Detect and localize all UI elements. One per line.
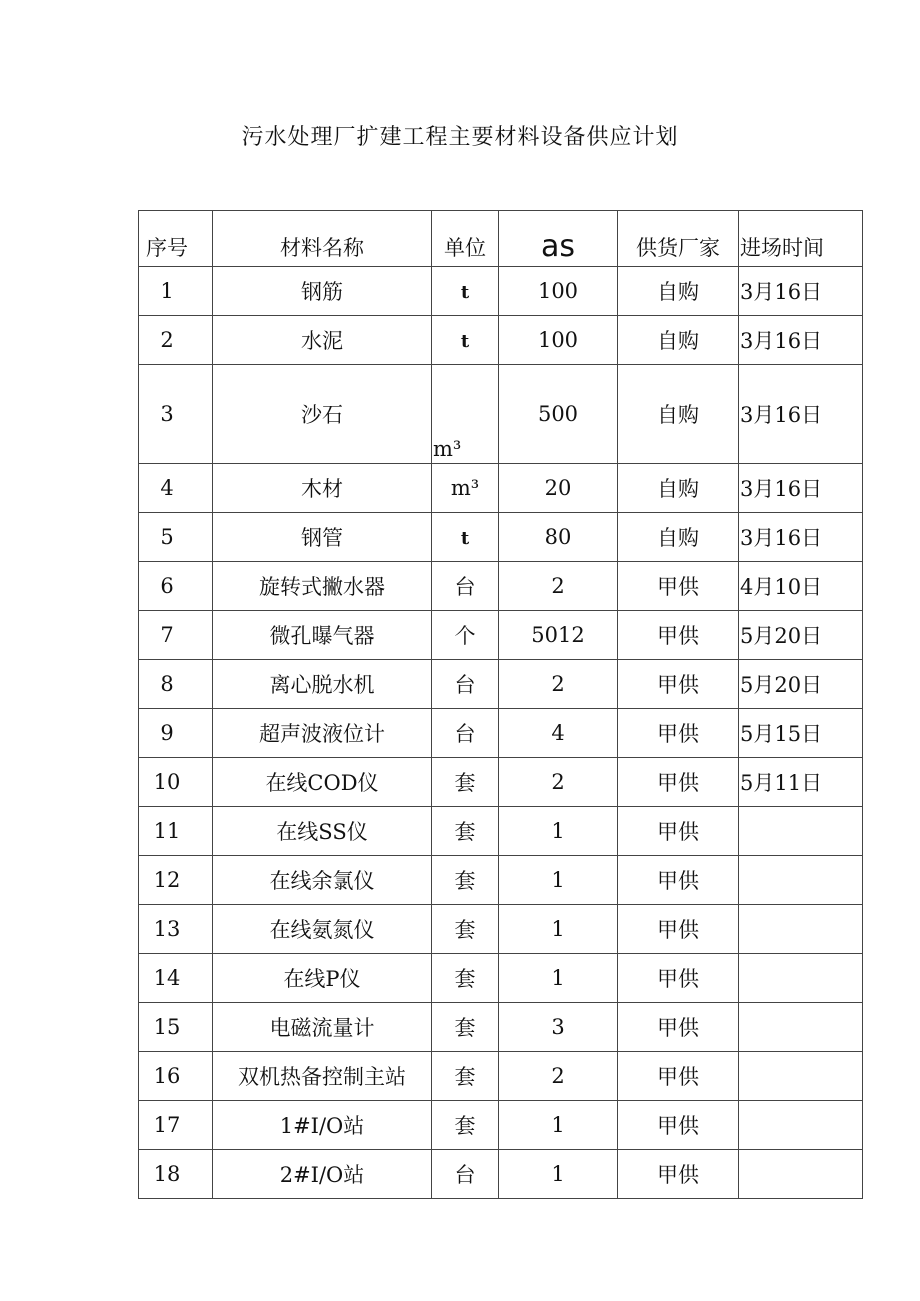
- cell-supplier: 自购: [618, 464, 739, 513]
- cell-seq: 3: [139, 365, 213, 464]
- cell-name: 离心脱水机: [213, 660, 432, 709]
- cell-unit: 台: [432, 660, 499, 709]
- cell-name: 在线氨氮仪: [213, 905, 432, 954]
- cell-unit: t: [432, 316, 499, 365]
- cell-quantity: 1: [499, 954, 618, 1003]
- cell-seq: 16: [139, 1052, 213, 1101]
- cell-quantity: 1: [499, 856, 618, 905]
- cell-supplier: 甲供: [618, 709, 739, 758]
- cell-seq: 10: [139, 758, 213, 807]
- cell-quantity: 80: [499, 513, 618, 562]
- cell-supplier: 甲供: [618, 1052, 739, 1101]
- cell-arrival: 3月16日: [739, 365, 863, 464]
- cell-unit: 套: [432, 758, 499, 807]
- cell-quantity: 20: [499, 464, 618, 513]
- cell-unit: t: [432, 513, 499, 562]
- cell-arrival: [739, 1101, 863, 1150]
- table-row: [139, 513, 863, 562]
- table-row: [139, 807, 863, 856]
- cell-seq: 5: [139, 513, 213, 562]
- cell-arrival: 5月20日: [739, 611, 863, 660]
- table-row: [139, 267, 863, 316]
- cell-arrival: [739, 1052, 863, 1101]
- cell-unit: 套: [432, 856, 499, 905]
- cell-unit: 套: [432, 1003, 499, 1052]
- cell-name: 钢筋: [213, 267, 432, 316]
- cell-quantity: 2: [499, 660, 618, 709]
- table-row: [139, 1052, 863, 1101]
- cell-quantity: 500: [499, 365, 618, 464]
- cell-quantity: 100: [499, 267, 618, 316]
- cell-unit: 套: [432, 1101, 499, 1150]
- table-row: [139, 1003, 863, 1052]
- document-title: 污水处理厂扩建工程主要材料设备供应计划: [241, 125, 679, 150]
- cell-supplier: 甲供: [618, 807, 739, 856]
- table-row: [139, 758, 863, 807]
- table-row: [139, 562, 863, 611]
- cell-seq: 6: [139, 562, 213, 611]
- cell-seq: 13: [139, 905, 213, 954]
- header-supplier: 供货厂家: [618, 211, 739, 267]
- cell-seq: 2: [139, 316, 213, 365]
- table-row: [139, 1150, 863, 1199]
- cell-name: 沙石: [213, 365, 432, 464]
- header-name: 材料名称: [213, 211, 432, 267]
- table-row: [139, 316, 863, 365]
- cell-quantity: 5012: [499, 611, 618, 660]
- cell-supplier: 甲供: [618, 1003, 739, 1052]
- table-row: [139, 660, 863, 709]
- cell-quantity: 2: [499, 1052, 618, 1101]
- cell-arrival: [739, 807, 863, 856]
- cell-seq: 4: [139, 464, 213, 513]
- supply-plan-table: [138, 210, 863, 1199]
- cell-quantity: 4: [499, 709, 618, 758]
- cell-name: 在线P仪: [213, 954, 432, 1003]
- cell-unit: 套: [432, 954, 499, 1003]
- cell-seq: 17: [139, 1101, 213, 1150]
- cell-supplier: 甲供: [618, 856, 739, 905]
- cell-seq: 18: [139, 1150, 213, 1199]
- cell-arrival: [739, 905, 863, 954]
- cell-unit: 个: [432, 611, 499, 660]
- cell-arrival: 3月16日: [739, 267, 863, 316]
- cell-supplier: 甲供: [618, 562, 739, 611]
- cell-supplier: 甲供: [618, 1150, 739, 1199]
- cell-supplier: 自购: [618, 513, 739, 562]
- cell-arrival: 3月16日: [739, 513, 863, 562]
- cell-supplier: 甲供: [618, 660, 739, 709]
- cell-seq: 9: [139, 709, 213, 758]
- header-quantity: as: [499, 211, 618, 267]
- cell-arrival: 5月11日: [739, 758, 863, 807]
- cell-seq: 15: [139, 1003, 213, 1052]
- table-row: [139, 856, 863, 905]
- cell-quantity: 1: [499, 1101, 618, 1150]
- table-row: [139, 954, 863, 1003]
- cell-name: 钢管: [213, 513, 432, 562]
- cell-unit: 套: [432, 807, 499, 856]
- cell-arrival: 5月15日: [739, 709, 863, 758]
- cell-name: 在线SS仪: [213, 807, 432, 856]
- cell-name: 双机热备控制主站: [213, 1052, 432, 1101]
- cell-supplier: 甲供: [618, 954, 739, 1003]
- cell-name: 在线余氯仪: [213, 856, 432, 905]
- cell-name: 在线COD仪: [213, 758, 432, 807]
- cell-arrival: 5月20日: [739, 660, 863, 709]
- cell-arrival: 3月16日: [739, 316, 863, 365]
- cell-unit: m³: [432, 365, 499, 464]
- cell-name: 木材: [213, 464, 432, 513]
- cell-quantity: 1: [499, 905, 618, 954]
- table-row: [139, 1101, 863, 1150]
- cell-arrival: 4月10日: [739, 562, 863, 611]
- cell-supplier: 甲供: [618, 758, 739, 807]
- cell-name: 水泥: [213, 316, 432, 365]
- cell-quantity: 1: [499, 1150, 618, 1199]
- cell-supplier: 自购: [618, 316, 739, 365]
- cell-unit: 台: [432, 1150, 499, 1199]
- cell-supplier: 甲供: [618, 905, 739, 954]
- cell-seq: 12: [139, 856, 213, 905]
- cell-seq: 8: [139, 660, 213, 709]
- cell-unit: 套: [432, 905, 499, 954]
- header-arrival: 进场时间: [739, 211, 863, 267]
- cell-name: 电磁流量计: [213, 1003, 432, 1052]
- cell-quantity: 2: [499, 562, 618, 611]
- cell-unit: m³: [432, 464, 499, 513]
- header-unit: 单位: [432, 211, 499, 267]
- table-row: [139, 709, 863, 758]
- cell-unit: 套: [432, 1052, 499, 1101]
- cell-arrival: 3月16日: [739, 464, 863, 513]
- cell-arrival: [739, 1150, 863, 1199]
- table-row: [139, 905, 863, 954]
- cell-unit: 台: [432, 709, 499, 758]
- cell-seq: 1: [139, 267, 213, 316]
- cell-seq: 7: [139, 611, 213, 660]
- cell-name: 旋转式撇水器: [213, 562, 432, 611]
- cell-quantity: 2: [499, 758, 618, 807]
- cell-supplier: 自购: [618, 267, 739, 316]
- cell-supplier: 自购: [618, 365, 739, 464]
- cell-quantity: 1: [499, 807, 618, 856]
- table-header-row: [139, 211, 863, 267]
- table-row: [139, 464, 863, 513]
- cell-arrival: [739, 1003, 863, 1052]
- cell-unit: 台: [432, 562, 499, 611]
- cell-seq: 14: [139, 954, 213, 1003]
- table-row: [139, 365, 863, 464]
- header-seq: 序号: [139, 211, 213, 267]
- cell-name: 2#I/O站: [213, 1150, 432, 1199]
- cell-name: 微孔曝气器: [213, 611, 432, 660]
- cell-supplier: 甲供: [618, 611, 739, 660]
- cell-quantity: 100: [499, 316, 618, 365]
- cell-arrival: [739, 856, 863, 905]
- cell-name: 超声波液位计: [213, 709, 432, 758]
- table-row: [139, 611, 863, 660]
- cell-unit: t: [432, 267, 499, 316]
- cell-quantity: 3: [499, 1003, 618, 1052]
- cell-name: 1#I/O站: [213, 1101, 432, 1150]
- cell-seq: 11: [139, 807, 213, 856]
- cell-arrival: [739, 954, 863, 1003]
- cell-supplier: 甲供: [618, 1101, 739, 1150]
